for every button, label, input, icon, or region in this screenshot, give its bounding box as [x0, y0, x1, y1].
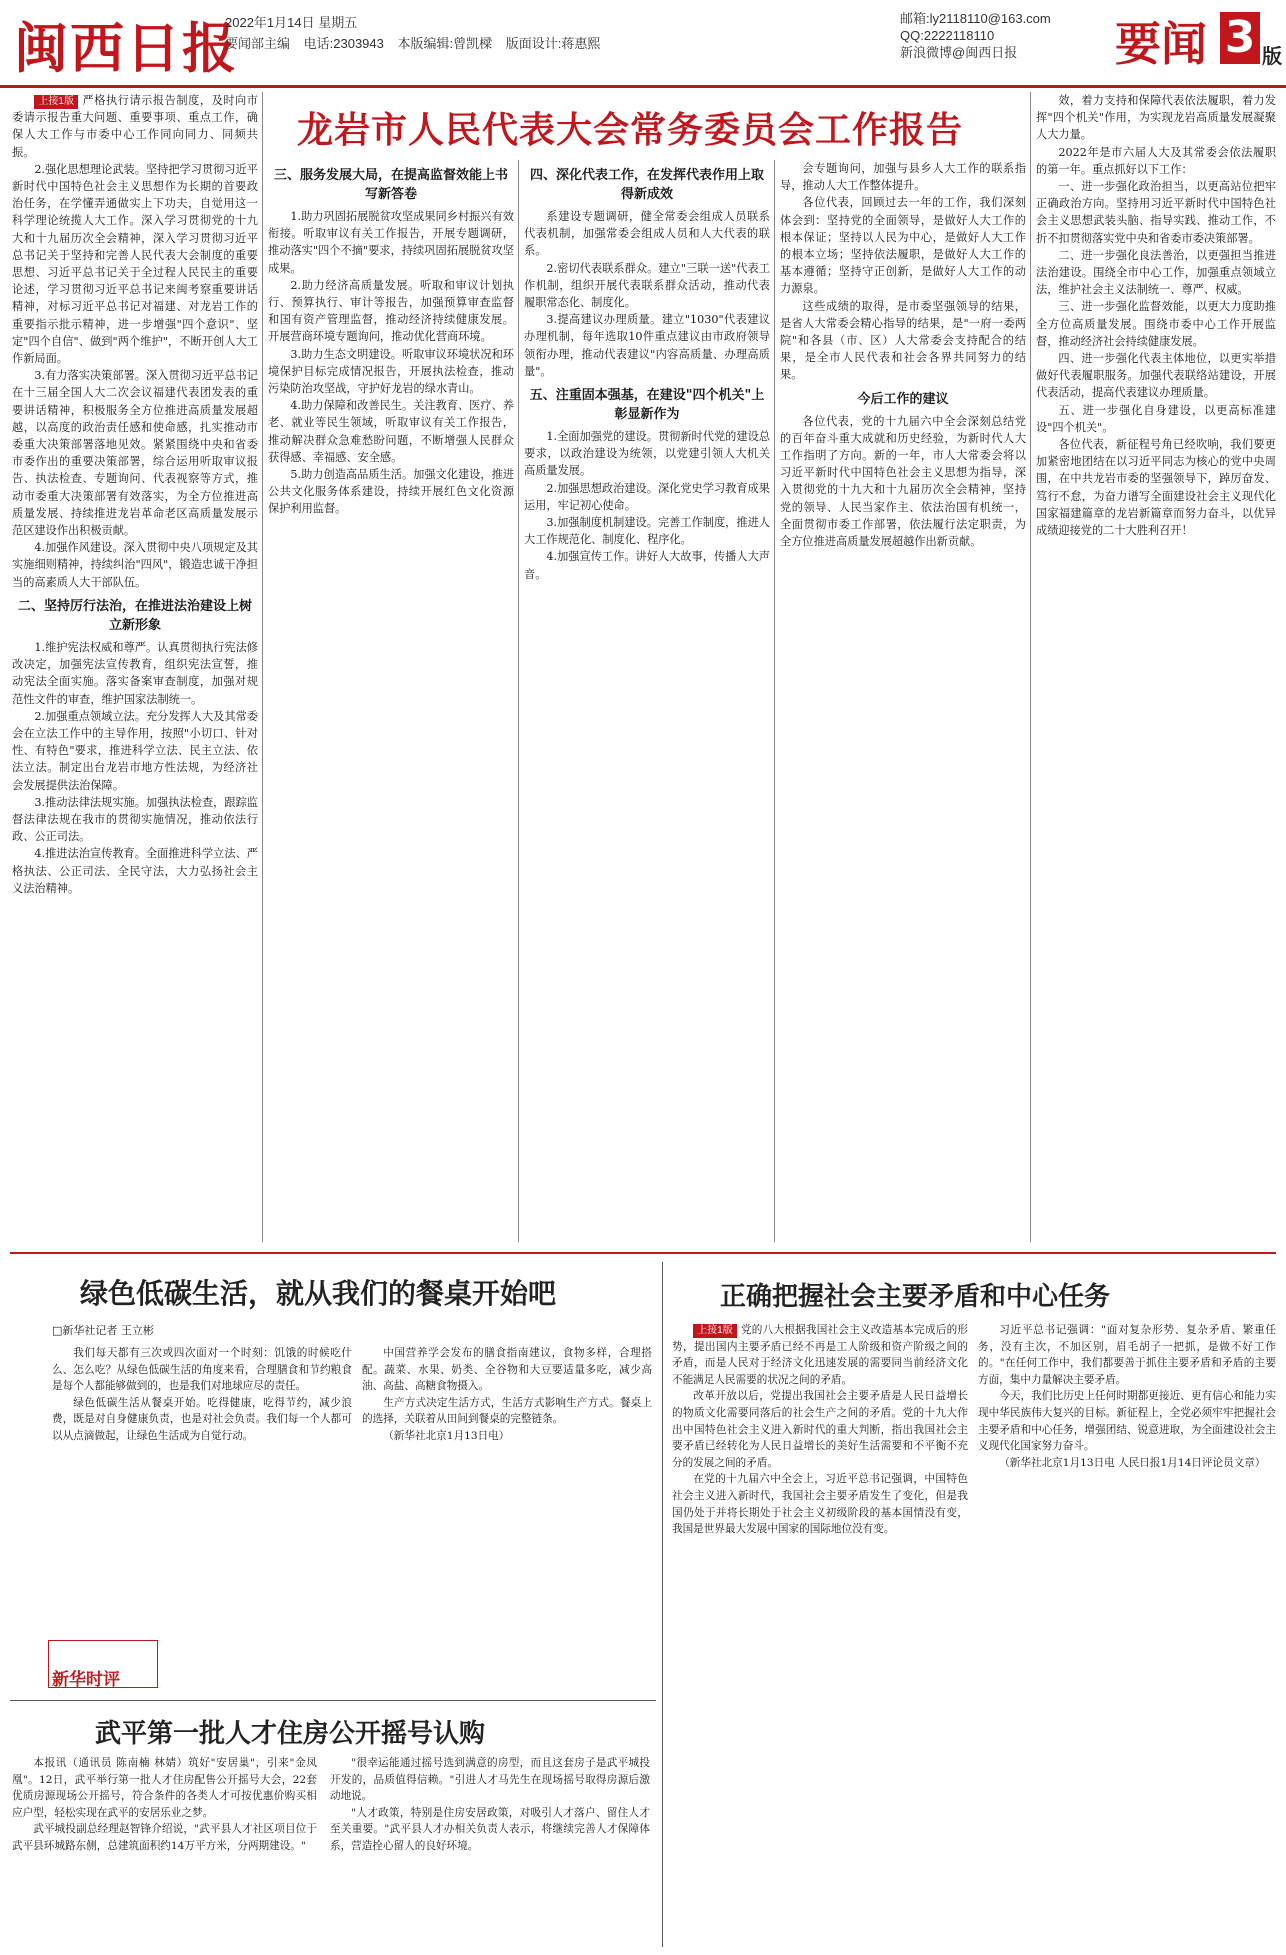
section-heading: 五、注重固本强基，在建设"四个机关"上彰显新作为: [529, 388, 765, 423]
duty-editor: 本版编辑:曾凯樑: [397, 36, 493, 51]
column-divider: [774, 160, 775, 1242]
qq: QQ:2222118110: [900, 28, 995, 43]
paragraph: 4.推进法治宣传教育。全面推进科学立法、严格执法、公正司法、全民守法，大力弘扬社会主义法治精神。: [12, 847, 258, 895]
contradiction-article-title: 正确把握社会主要矛盾和中心任务: [720, 1282, 1111, 1312]
paragraph: 党的八大根据我国社会主义改造基本完成后的形势，提出国内主要矛盾已经不再是工人阶级和资产阶级之间的矛盾，而是人民对于经济文化迅速发展的需要同当前经济文化不能满足人民需要的状况之间的矛盾。: [672, 1324, 968, 1386]
paragraph: 中国营养学会发布的膳食指南建议，食物多样，合理搭配。蔬菜、水果、奶类、全谷物和大豆要适量多吃，减少高油、高盐、高糖食物摄入。: [362, 1347, 652, 1393]
paragraph: 改革开放以后，党提出我国社会主要矛盾是人民日益增长的物质文化需要同落后的社会生产之间的矛盾。党的十九大作出中国特色社会主义进入新时代的重大判断，指出我国社会主要矛盾已经转化为人民日益增长的美好生活需要和不平衡不充分的发展之间的矛盾。: [672, 1390, 968, 1469]
paragraph: 系建设专题调研，健全常委会组成人员联系代表机制，加强常委会组成人员和人大代表的联系。: [524, 210, 770, 258]
paragraph: "人才政策，特别是住房安居政策，对吸引人才落户、留住人才至关重要。"武平县人才办相关负责人表示，将继续完善人才保障体系，营造拴心留人的良好环境。: [330, 1806, 650, 1852]
section-heading: 今后工作的建议: [857, 391, 949, 407]
column-divider: [518, 160, 519, 1242]
housing-article-col-1: [12, 1755, 317, 1945]
section-heading: 四、深化代表工作，在发挥代表作用上取得新成效: [529, 168, 764, 202]
paragraph: 2.加强重点领域立法。充分发挥人大及其常委会在立法工作中的主导作用，按照"小切口、针对性、有特色"要求，推进科学立法、民主立法、依法立法。制定出台龙岩市地方性法规，为经济社会发展提供法治保障。: [12, 709, 258, 792]
paragraph: 今天，我们比历史上任何时期都更接近、更有信心和能力实现中华民族伟大复兴的目标。新征程上，全党必须牢牢把握社会主要矛盾和中心任务，增强团结、锐意进取，为全面建设社会主义现代化国家努力奋斗。: [978, 1390, 1276, 1453]
paragraph: 4.加强作风建设。深入贯彻中央八项规定及其实施细则精神，持续纠治"四风"，锻造忠诚干净担当的高素质人大干部队伍。: [12, 541, 258, 589]
paragraph: 二、进一步强化良法善治，以更强担当推进法治建设。围绕全市中心工作，加强重点领域立法，维护社会主义法制统一、尊严、权威。: [1036, 248, 1276, 297]
paragraph: 习近平总书记强调："面对复杂形势、复杂矛盾、繁重任务，没有主次，不加区别，眉毛胡子一把抓，是做不好工作的。"在任何工作中，我们都要善于抓住主要矛盾和矛盾的主要方面，集中力量解决主要矛盾。: [978, 1324, 1276, 1386]
paragraph: 3.加强制度机制建设。完善工作制度，推进人大工作规范化、制度化、程序化。: [524, 516, 770, 547]
source-line: （新华社北京1月13日电）: [383, 1429, 510, 1442]
main-article-col-1: [12, 92, 258, 1242]
jump-label: 上接1版: [34, 95, 78, 109]
paragraph: 2.密切代表联系群众。建立"三联一送"代表工作机制，组织开展代表联系群众活动，推动代表履职常态化、制度化。: [524, 261, 770, 310]
paragraph: 这些成绩的取得，是市委坚强领导的结果，是省人大常委会精心指导的结果，是"一府一委两院"和各县（市、区）人大常委会支持配合的结果，是全市人民代表和社会各界共同努力的结果。: [780, 299, 1026, 382]
masthead: [0, 0, 1286, 88]
weibo: 新浪微博@闽西日报: [900, 45, 1018, 60]
housing-article-title: 武平第一批人才住房公开摇号认购: [95, 1719, 486, 1749]
paragraph: 4.助力保障和改善民生。关注教育、医疗、养老、就业等民生领域，听取审议有关工作报告，推动解决群众急难愁盼问题，不断增强人民群众获得感、幸福感、安全感。: [268, 399, 514, 464]
paragraph: 绿色低碳生活从餐桌开始。吃得健康，吃得节约，减少浪费，既是对自身健康负责，也是对社会负责。我们每一个人都可以从点滴做起，让绿色生活成为自觉行动。: [52, 1396, 352, 1442]
green-article-title: 绿色低碳生活，就从我们的餐桌开始吧: [80, 1277, 557, 1310]
main-article-title: 龙岩市人民代表大会常务委员会工作报告: [296, 110, 963, 151]
paragraph: "很幸运能通过摇号选到满意的房型，而且这套房子是武平城投开发的，品质值得信赖。"引进人才马先生在现场摇号取得房源后激动地说。: [330, 1757, 650, 1803]
masthead-info: [225, 12, 610, 54]
paragraph: 2.助力经济高质量发展。听取和审议计划执行、预算执行、审计等报告，加强预算审查监督和国有资产管理监督，推动经济持续健康发展。开展营商环境专题询问，推动优化营商环境。: [268, 278, 514, 344]
paragraph: 1.全面加强党的建设。贯彻新时代党的建设总要求，以政治建设为统领，以党建引领人大机关高质量发展。: [524, 430, 770, 478]
section-separator: [10, 1252, 1276, 1254]
green-article-byline: □新华社记者 王立彬: [52, 1324, 154, 1337]
paragraph: 3.助力生态文明建设。听取审议环境状况和环境保护目标完成情况报告，开展执法检查，推动污染防治攻坚战，守护好龙岩的绿水青山。: [268, 347, 514, 396]
green-article-col-1: [52, 1345, 352, 1630]
email: 邮箱:ly2118110@163.com: [900, 11, 1051, 26]
paragraph: 3.提高建议办理质量。建立"1030"代表建议办理机制，每年选取10件重点建议由市政府领导领衔办理，推动代表建议"内容高质量、办理高质量"。: [524, 313, 770, 378]
main-article-col-5: [1036, 92, 1276, 1242]
main-article-col-3: [524, 160, 770, 1242]
paragraph: 我们每天都有三次或四次面对一个时刻：饥饿的时候吃什么、怎么吃？从绿色低碳生活的角度来看，合理膳食和节约粮食是每个人都能够做到的，也是我们对地球应尽的责任。: [52, 1347, 352, 1393]
contradiction-article-col-2: [978, 1322, 1276, 1947]
contradiction-article-col-1: [672, 1322, 968, 1947]
contact-info: [900, 10, 1051, 61]
paragraph: 1.助力巩固拓展脱贫攻坚成果同乡村振兴有效衔接。听取审议有关工作报告，开展专题调研，推动落实"四个不摘"要求，持续巩固拓展脱贫攻坚成果。: [268, 210, 514, 275]
source-line: （新华社北京1月13日电 人民日报1月14日评论员文章）: [999, 1456, 1266, 1469]
paragraph: 在党的十九届六中全会上，习近平总书记强调，中国特色社会主义进入新时代，我国社会主要矛盾发生了变化，但是我国仍处于并将长期处于社会主义初级阶段的基本国情没有变，我国是世界最大发展中国家的国际地位没有变。: [672, 1473, 968, 1536]
paragraph: 5.助力创造高品质生活。加强文化建设，推进公共文化服务体系建设，持续开展红色文化资源保护利用监督。: [268, 468, 514, 516]
phone: 电话:2303943: [303, 36, 384, 51]
paragraph: 三、进一步强化监督效能，以更大力度助推全方位高质量发展。围绕市委中心工作开展监督，推动经济社会持续健康发展。: [1036, 300, 1276, 348]
green-article-col-2: [362, 1345, 652, 1685]
commentary-tag: 新华时评: [52, 1670, 120, 1690]
newspaper-logo: 闽西日报: [14, 16, 238, 80]
paragraph: 本报讯（通讯员 陈南楠 林婧）筑好"安居巢"，引来"金凤凰"。12日，武平举行第一批人才住房配售公开摇号大会，22套优质房源现场公开摇号，符合条件的各类人才可按优惠价购买相应户型，轻松实现在武平的安居乐业之梦。: [12, 1757, 317, 1819]
jump-label: 上接1版: [693, 1324, 737, 1338]
column-divider: [262, 92, 263, 1242]
section-heading: 三、服务发展大局，在提高监督效能上书写新答卷: [273, 168, 508, 202]
paragraph: 严格执行请示报告制度，及时向市委请示报告重大问题、重要事项、重点工作，确保人大工作与市委中心工作同向同力、同频共振。: [12, 94, 258, 159]
paragraph: 3.推动法律法规实施。加强执法检查，跟踪监督法律法规在我市的贯彻实施情况，推动依法行政、公正司法。: [12, 795, 258, 844]
paragraph: 武平城投副总经理赵智锋介绍说，"武平县人才社区项目位于武平县环城路东侧，总建筑面积约14万平方米，分两期建设。": [12, 1823, 317, 1852]
paragraph: 2.加强思想政治建设。深化党史学习教育成果运用，牢记初心使命。: [524, 481, 770, 512]
section-heading: 二、坚持厉行法治，在推进法治建设上树立新形象: [17, 598, 252, 633]
paragraph: 2022年是市六届人大及其常委会依法履职的第一年。重点抓好以下工作：: [1036, 145, 1276, 176]
paragraph: 3.有力落实决策部署。深入贯彻习近平总书记在十三届全国人大二次会议福建代表团发表的重要讲话精神，积极服务全方位推进高质量发展超越，以高度的政治责任感和使命感，扎实推动市委重大决策部署落地见效。紧紧围绕中央和省委市委作出的重要决策部署，综合运用听取审议报告、执法检查、专题询问、代表视察等方式，推动市委重大决策部署有效落实，为全方位推进高质量发展、持续推进龙岩革命老区高质量发展示范区建设作出积极贡献。: [12, 369, 258, 538]
paragraph: 会专题询问，加强与县乡人大工作的联系指导，推动人大工作整体提升。: [780, 162, 1026, 193]
paragraph: 4.加强宣传工作。讲好人大故事，传播人大声音。: [524, 550, 770, 581]
main-article-col-2: [268, 160, 514, 1242]
paragraph: 四、进一步强化代表主体地位，以更实举措做好代表履职服务。加强代表联络站建设，开展代表活动，提高代表建议办理质量。: [1036, 352, 1276, 400]
paragraph: 2.强化思想理论武装。坚持把学习贯彻习近平新时代中国特色社会主义思想作为长期的首要政治任务，在学懂弄通做实上下功夫，自觉用这一科学理论统揽人大工作。深入学习贯彻党的十九大和十九届历次全会精神，深入学习贯彻习近平总书记关于坚持和完善人民代表大会制度的重要思想、习近平总书记关于全过程人民民主的重要论述，学习贯彻习近平总书记来闽考察重要讲话精神，对标习近平总书记对福建、对龙岩工作的重要指示批示精神，进一步增强"四个意识"、坚定"四个自信"、做到"两个维护"，不断开创人大工作新局面。: [12, 162, 258, 366]
paragraph: 生产方式决定生活方式，生活方式影响生产方式。餐桌上的选择，关联着从田间到餐桌的完整链条。: [362, 1396, 652, 1426]
paragraph: 五、进一步强化自身建设，以更高标准建设"四个机关"。: [1036, 403, 1276, 434]
article-separator: [10, 1700, 656, 1701]
paragraph: 各位代表，党的十九届六中全会深刻总结党的百年奋斗重大成就和历史经验，为新时代人大工作指明了方向。新的一年，市人大常委会将以习近平新时代中国特色社会主义思想为指导，深入贯彻党的十九大和十九届历次全会精神，坚持党的领导、人民当家作主、依法治国有机统一，全面贯彻市委工作部署，依法履行法定职责，为全方位推进高质量发展超越作出新贡献。: [780, 414, 1026, 549]
column-divider: [1030, 92, 1031, 1242]
paragraph: 各位代表，回顾过去一年的工作，我们深刻体会到：坚持党的全面领导，是做好人大工作的根本保证；坚持以人民为中心，是做好人大工作的根本立场；坚持依法履职，是做好人大工作的基本遵循；坚持守正创新，是做好人大工作的动力源泉。: [780, 196, 1026, 296]
main-article-col-4: [780, 160, 1026, 1242]
paragraph: 一、进一步强化政治担当，以更高站位把牢正确政治方向。坚持用习近平新时代中国特色社会主义思想武装头脑、指导实践、推动工作，不折不扣贯彻落实党中央和省委市委决策部署。: [1036, 180, 1276, 245]
paragraph: 各位代表，新征程号角已经吹响，我们要更加紧密地团结在以习近平同志为核心的党中央周围，在中共龙岩市委的坚强领导下，踔厉奋发、笃行不怠，为奋力谱写全面建设社会主义现代化国家福建篇章的龙岩新篇章而努力奋斗，以优异成绩迎接党的二十大胜利召开！: [1036, 438, 1276, 538]
department: 要闻部主编: [225, 36, 291, 51]
page-number: 3: [1220, 12, 1260, 64]
housing-article-col-2: [330, 1755, 650, 1945]
page-suffix: 版: [1262, 44, 1282, 68]
issue-date: 2022年1月14日 星期五: [225, 15, 358, 30]
designer: 版面设计:蒋惠熙: [505, 36, 601, 51]
paragraph: 1.维护宪法权威和尊严。认真贯彻执行宪法修改决定，加强宪法宣传教育，组织宪法宣誓，推动宪法全面实施。落实备案审查制度，加强对规范性文件的审查，维护国家法制统一。: [12, 640, 258, 706]
column-divider: [662, 1262, 663, 1947]
paragraph: 效，着力支持和保障代表依法履职，着力发挥"四个机关"作用，为实现龙岩高质量发展凝聚人大力量。: [1036, 94, 1276, 142]
section-name: 要闻: [1115, 17, 1207, 71]
